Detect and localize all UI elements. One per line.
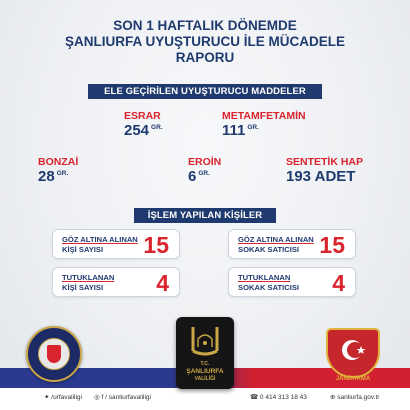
phone-number: 0 414 313 18 43	[259, 394, 307, 401]
card-label-line-1: TUTUKLANAN	[62, 273, 115, 282]
stat-label: ESRAR	[124, 110, 161, 122]
persons-heading: İŞLEM YAPILAN KİŞİLER	[134, 208, 276, 223]
stat-sentetik-hap	[286, 156, 363, 186]
jandarma-label: JANDARMA	[335, 376, 371, 382]
stat-label: METAMFETAMİN	[222, 110, 306, 122]
title-line-3: RAPORU	[175, 50, 235, 65]
police-emblem-inner	[38, 338, 70, 370]
card-detained-persons	[52, 229, 180, 259]
footer-social[interactable]	[94, 393, 151, 401]
stat-label: BONZAİ	[38, 156, 79, 168]
stat-metamfetamin	[222, 110, 306, 140]
stat-label: EROİN	[188, 156, 222, 168]
card-label-line-2: KİŞİ SAYISI	[62, 245, 104, 254]
stat-unit: GR.	[151, 123, 163, 131]
card-value: 15	[143, 232, 169, 258]
social-handle: / sanliurfavaliligi	[105, 394, 151, 401]
police-crest-icon	[47, 345, 61, 363]
card-label	[238, 273, 299, 293]
twitter-handle: /urfavaliligi	[51, 394, 82, 401]
stat-value: 254	[124, 122, 150, 139]
stat-esrar	[124, 110, 163, 140]
card-arrested-persons	[52, 267, 180, 297]
stat-unit: GR.	[198, 169, 210, 177]
footer-website[interactable]	[330, 393, 379, 401]
stat-value: 111	[222, 122, 246, 139]
card-label-line-1: GÖZ ALTINA ALINAN	[62, 235, 138, 244]
valilik-name: ŞANLIURFA	[186, 368, 224, 375]
police-emblem-icon	[26, 326, 82, 382]
website-url: sanliurfa.gov.tr	[337, 394, 380, 401]
card-label-line-2: SOKAK SATICISI	[238, 245, 300, 254]
valilik-logo-icon	[176, 317, 234, 389]
jandarma-shield	[326, 328, 380, 378]
report-title	[0, 18, 410, 66]
stat-value: 193 ADET	[286, 168, 356, 185]
phone-icon: ☎	[250, 394, 259, 401]
card-label-line-2: KİŞİ SAYISI	[62, 283, 104, 292]
instagram-icon: ◎	[94, 394, 100, 401]
jandarma-emblem-icon	[326, 328, 380, 384]
stat-unit: GR.	[247, 123, 259, 131]
card-label-line-1: GÖZ ALTINA ALINAN	[238, 235, 314, 244]
footer-twitter[interactable]	[44, 393, 82, 401]
valilik-tc: T.C.	[200, 361, 210, 367]
card-value: 4	[332, 270, 345, 296]
footer-phone[interactable]	[250, 393, 307, 401]
valilik-glyph-icon	[176, 317, 234, 361]
card-detained-dealers	[228, 229, 356, 259]
twitter-icon: ✦	[44, 394, 50, 401]
card-label	[62, 273, 114, 293]
title-line-1: SON 1 HAFTALIK DÖNEMDE	[113, 18, 297, 33]
stat-eroin	[188, 156, 221, 186]
card-arrested-dealers	[228, 267, 356, 297]
card-value: 15	[319, 232, 345, 258]
title-line-2: ŞANLIURFA UYUŞTURUCU İLE MÜCADELE	[65, 34, 345, 49]
facebook-icon: f	[101, 394, 104, 401]
card-label-line-2: SOKAK SATICISI	[238, 283, 300, 292]
seized-heading: ELE GEÇİRİLEN UYUŞTURUCU MADDELER	[88, 84, 322, 99]
card-label-line-1: TUTUKLANAN	[238, 273, 291, 282]
stat-bonzai	[38, 156, 78, 186]
web-icon: ⊕	[330, 394, 336, 401]
stat-unit: GR.	[56, 169, 69, 177]
stat-label: SENTETİK HAP	[286, 156, 364, 168]
card-value: 4	[156, 270, 169, 296]
stat-value: 6	[188, 168, 197, 185]
card-label	[62, 235, 138, 255]
card-label	[238, 235, 314, 255]
valilik-sub: VALİLİĞİ	[194, 376, 216, 382]
stat-value: 28	[38, 168, 55, 185]
jandarma-crescent-icon	[328, 330, 378, 374]
